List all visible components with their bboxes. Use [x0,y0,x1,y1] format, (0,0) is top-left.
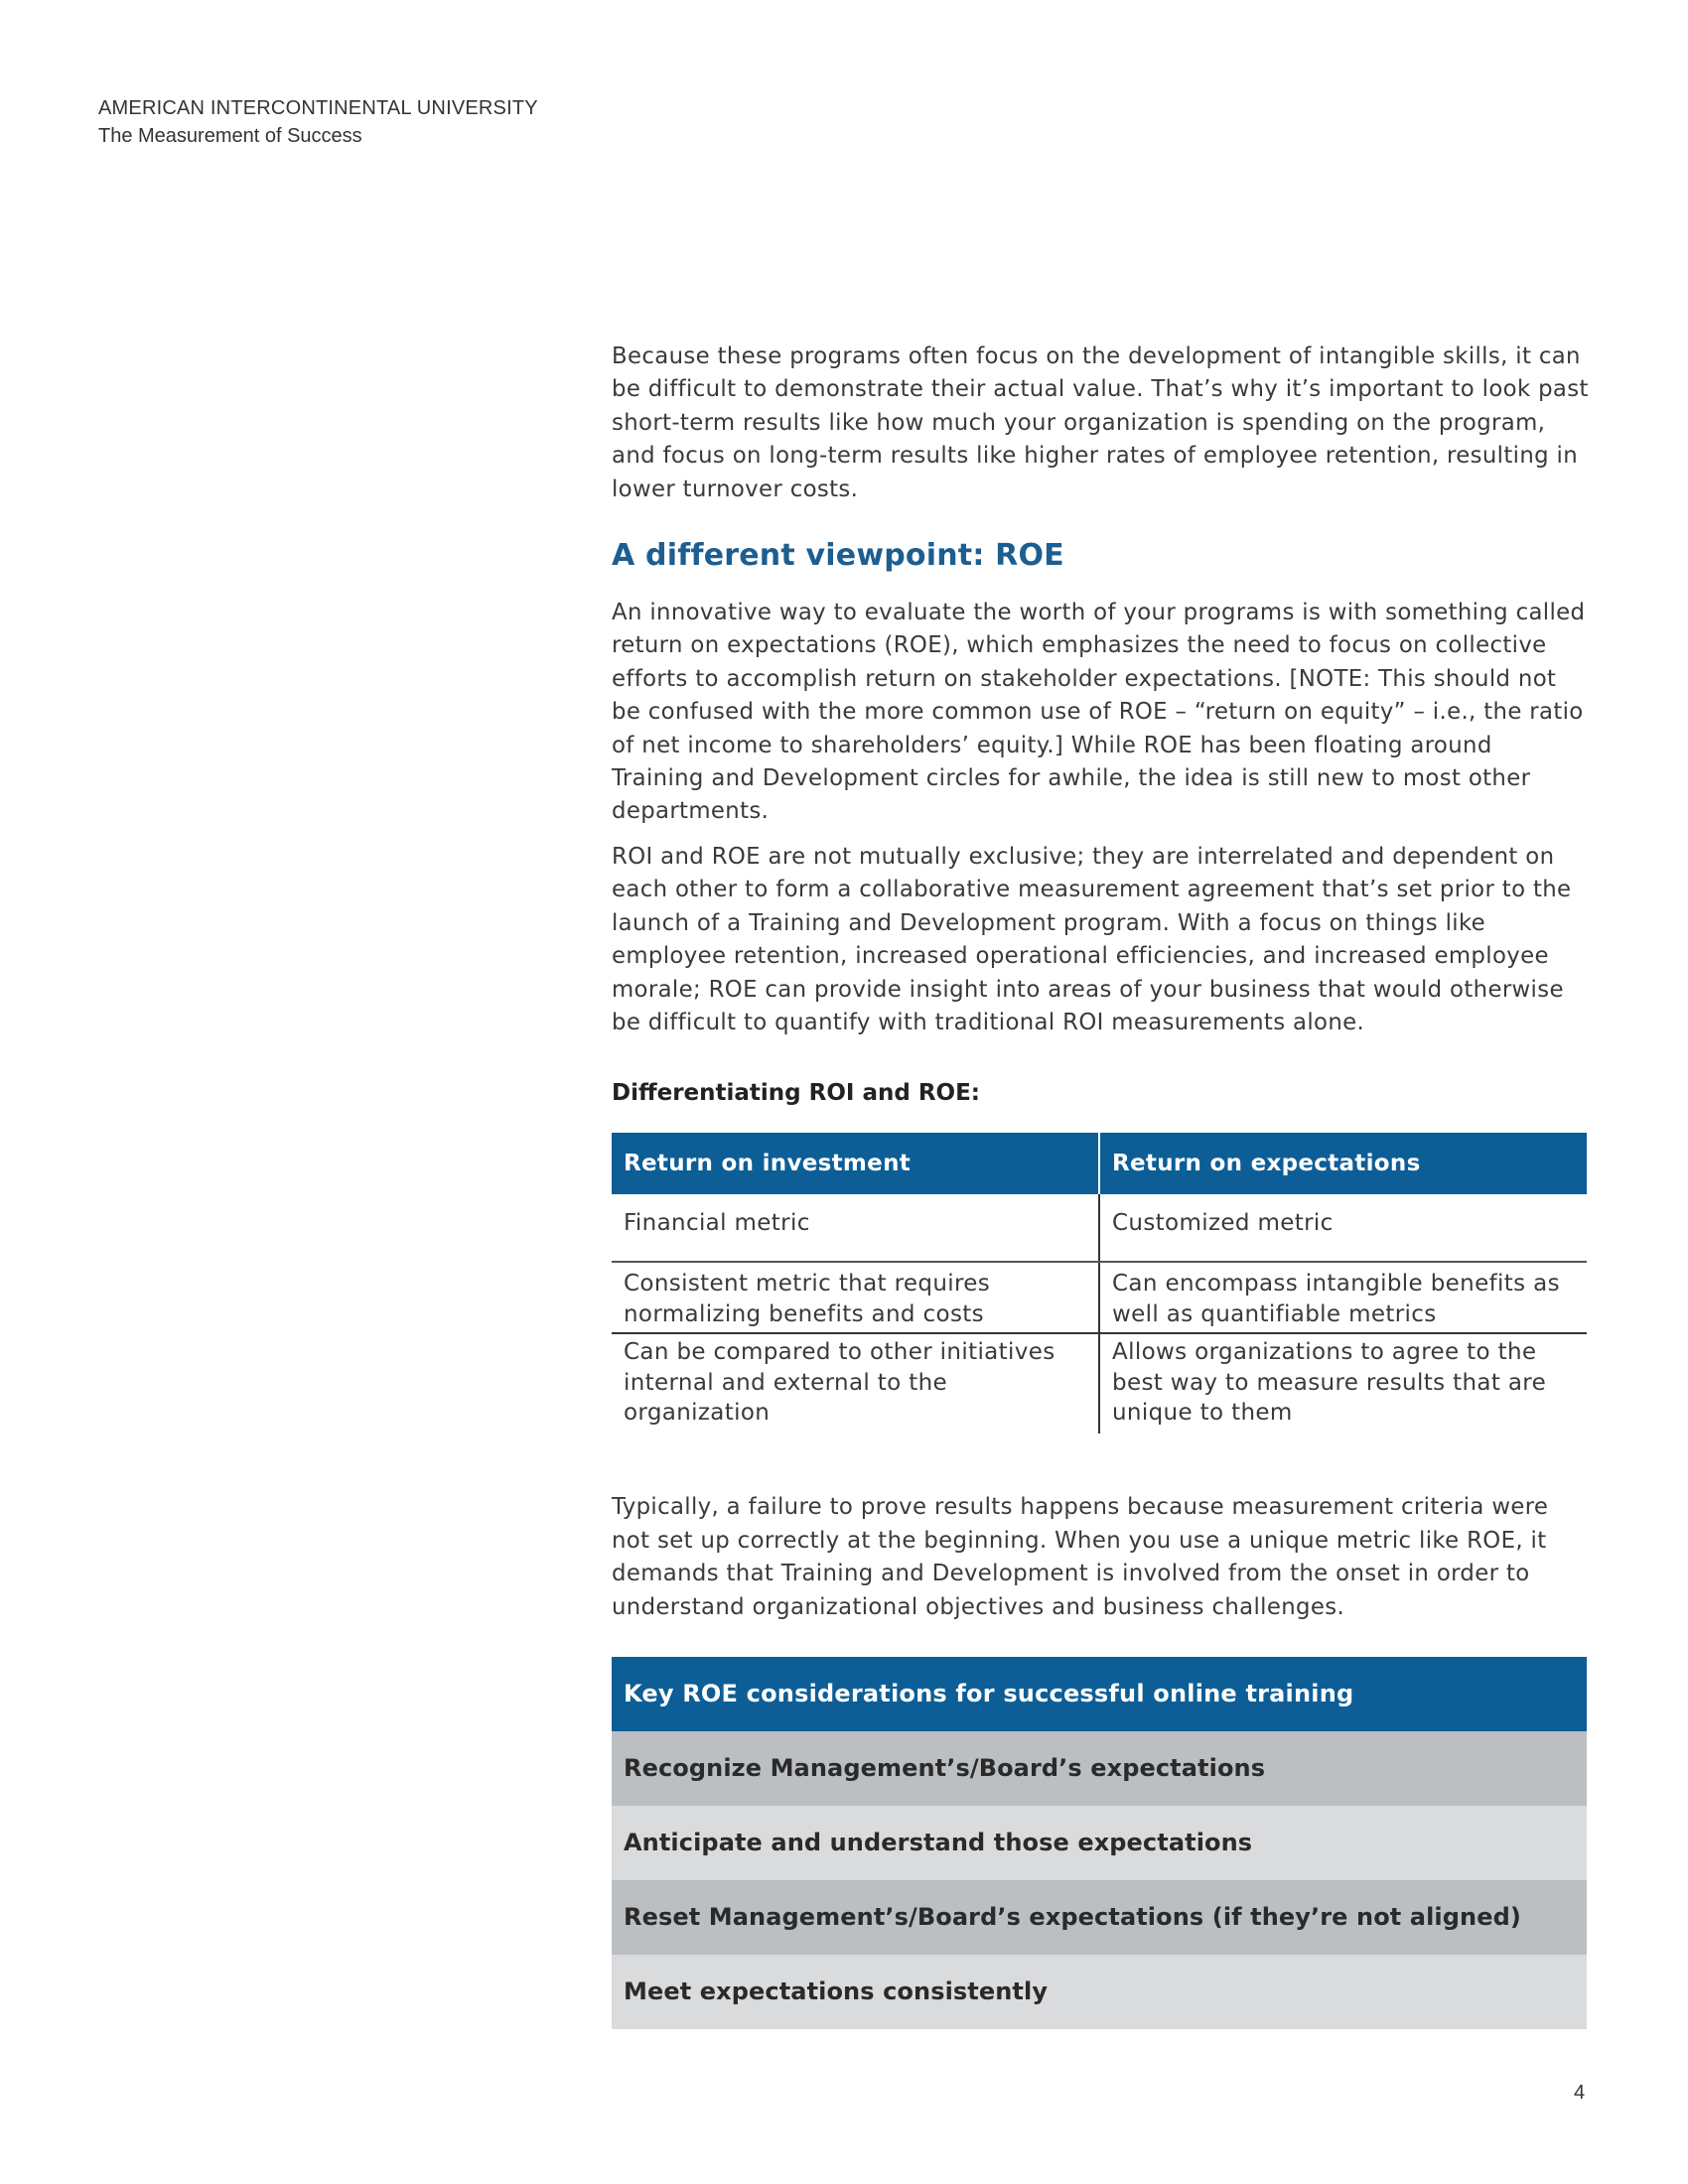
list-item: Recognize Management’s/Board’s expectations [612,1731,1587,1806]
table-row [612,1333,1587,1433]
list-item: Reset Management’s/Board’s expectations (if they’re not aligned) [612,1880,1587,1955]
closing-paragraph: Typically, a failure to prove results happens because measurement criteria were not set up correctly at the beginning. When you use a unique metric like ROE, it demands that Training and Development is involved from the onset in order to understand organizational objectives and business challenges. [612,1494,1549,1620]
list-item: Anticipate and understand those expectations [612,1806,1587,1880]
table-row [612,1262,1587,1333]
table-cell: Allows organizations to agree to the best way to measure results that are unique to them [1099,1333,1587,1433]
key-considerations-box [612,1657,1587,2029]
table-row [612,1194,1587,1262]
column-header-roe: Return on expectations [1099,1133,1587,1194]
list-item: Meet expectations consistently [612,1955,1587,2029]
table-cell: Customized metric [1099,1194,1587,1262]
organization-name: AMERICAN INTERCONTINENTAL UNIVERSITY [98,97,538,119]
comparison-table-title: Differentiating ROI and ROE: [612,1080,981,1107]
section-heading: A different viewpoint: ROE [612,538,1064,574]
page-number: 4 [1574,2082,1586,2104]
table-cell: Can encompass intangible benefits as well as quantifiable metrics [1099,1262,1587,1333]
intro-paragraph: Because these programs often focus on the development of intangible skills, it can be difficult to demonstrate their actual value. That’s why it’s important to look past short-term results like how much your organization is spending on the program, and focus on long-term results like higher rates of employee retention, resulting in lower turnover costs. [612,343,1589,502]
document-title: The Measurement of Success [98,125,362,147]
comparison-table [612,1133,1587,1433]
table-cell: Can be compared to other initiatives internal and external to the organization [624,1339,1055,1427]
table-cell: Consistent metric that requires normalizing benefits and costs [612,1262,1099,1333]
section-paragraph-1: An innovative way to evaluate the worth of your programs is with something called return on expectations (ROE), which emphasizes the need to focus on collective efforts to accomplish return on stakeholder expectations. [NOTE: This should not be confused with the more common use of ROE – “return on equity” – i.e., the ratio of net income to shareholders’ equity.] While ROE has been floating around Training and Development circles for awhile, the idea is still new to most other departments. [612,600,1586,825]
column-header-roi: Return on investment [612,1133,1099,1194]
key-considerations-heading: Key ROE considerations for successful online training [612,1657,1587,1731]
table-header-row [612,1133,1587,1194]
section-paragraph-2: ROI and ROE are not mutually exclusive; they are interrelated and dependent on each other to form a collaborative measurement agreement that’s set prior to the launch of a Training and Development program. With a focus on things like employee retention, increased operational efficiencies, and increased employee morale; ROE can provide insight into areas of your business that would otherwise be difficult to quantify with traditional ROI measurements alone. [612,843,1572,1035]
page-header [98,94,538,150]
main-content [612,341,1589,2029]
table-cell: Financial metric [612,1194,1099,1262]
